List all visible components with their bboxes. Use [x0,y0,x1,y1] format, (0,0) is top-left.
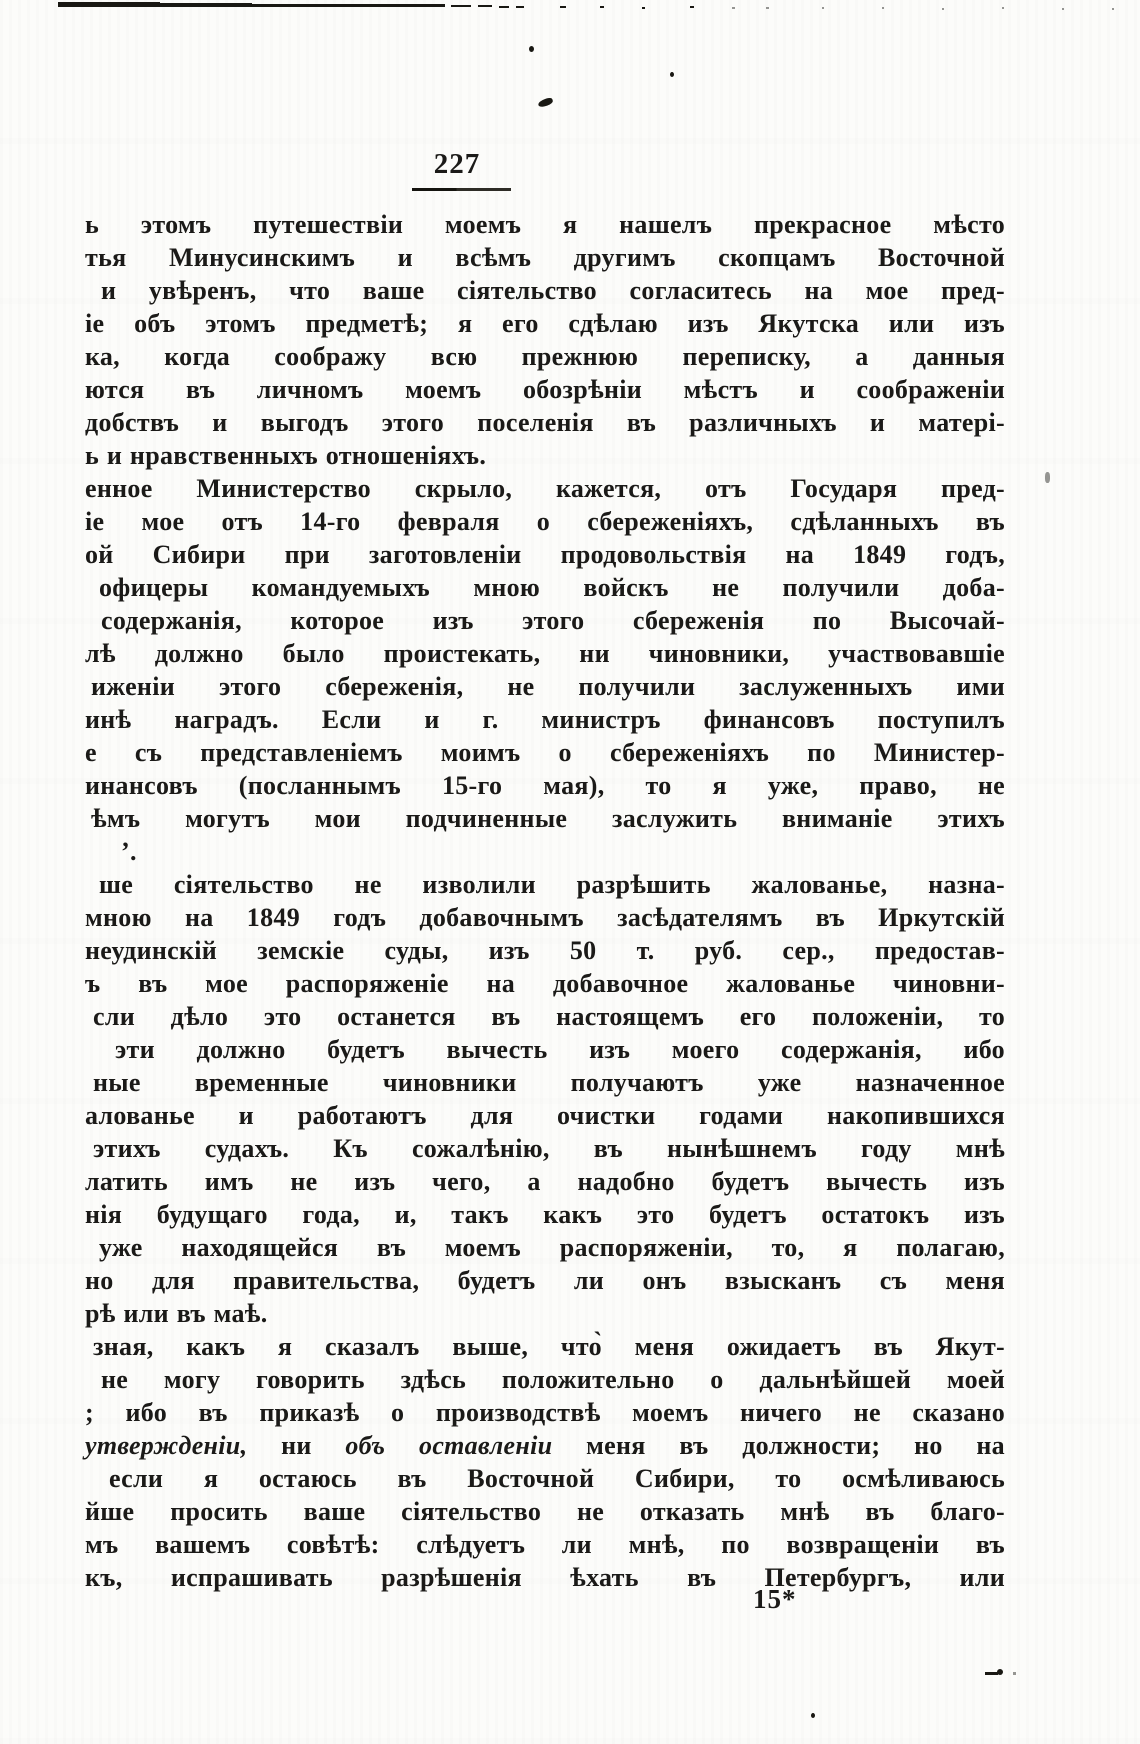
scan-speck [1013,1672,1016,1675]
text-line: ь этомъ путешествіи моемъ я нашелъ прекрасное мѣсто [85,210,1005,239]
text-line: не могу говорить здѣсь положительно о дальнѣйшей моей [101,1365,1005,1394]
text-line: иженіи этого сбереженія, не получили заслуженныхъ ими [91,672,1005,701]
italic-text-segment: объ оставленіи [345,1431,553,1460]
text-column [85,208,1005,1594]
scan-speck [529,46,534,52]
text-line: уже находящейся въ моемъ распоряженіи, то, я полагаю, [99,1233,1005,1262]
text-line: ’. [121,837,137,866]
text-line: тья Минусинскимъ и всѣмъ другимъ скопцамъ Восточной [85,243,1005,272]
scan-speck [1045,472,1050,483]
text-line: ются въ личномъ моемъ обозрѣніи мѣстъ и соображеніи [85,375,1005,404]
text-line: йше просить ваше сіятельство не отказать мнѣ въ благо- [85,1497,1005,1526]
scan-speck [942,8,944,10]
text-line: добствъ и выгодъ этого поселенія въ различныхъ и матері- [85,408,1005,437]
scan-speck [451,5,471,7]
text-line: мною на 1849 годъ добавочнымъ засѣдателямъ въ Иркутскій [85,903,1005,932]
text-line: ; ибо въ приказѣ о производствѣ моемъ ничего не сказано [85,1398,1005,1427]
scan-speck [478,5,492,7]
scan-speck [58,2,160,7]
text-line: нія будущаго года, и, такъ какъ это будетъ остатокъ изъ [85,1200,1005,1229]
text-segment: ни [247,1431,346,1460]
text-line: іе мое отъ 14-го февраля о сбереженіяхъ, сдѣланныхъ въ [85,507,1005,536]
page-number-rule [412,188,511,191]
text-line: ѣмъ могутъ мои подчиненные заслужить вниманіе этихъ [91,804,1005,833]
scan-speck [822,7,824,9]
scan-speck [160,3,252,7]
text-line: ка, когда соображу всю прежнюю переписку, а данныя [85,342,1005,371]
paragraph [85,1330,1005,1594]
text-line: офицеры командуемыхъ мною войскъ не получили доба- [99,573,1005,602]
text-line: этихъ судахъ. Къ сожалѣнію, въ нынѣшнемъ году мнѣ [93,1134,1005,1163]
scan-speck [882,7,884,9]
scan-speck [537,97,553,108]
scan-speck [997,1669,1003,1675]
scan-speck [560,6,566,8]
text-line: ой Сибири при заготовленіи продовольствія на 1849 годъ, [85,540,1005,569]
text-line: латить имъ не изъ чего, а надобно будетъ вычесть изъ [85,1167,1005,1196]
scan-speck [732,7,735,9]
scan-speck [811,1713,815,1718]
text-line: мъ вашемъ совѣтѣ: слѣдуетъ ли мнѣ, по возвращеніи въ [85,1530,1005,1559]
scan-speck [1112,8,1114,10]
text-line: ь и нравственныхъ отношеніяхъ. [85,441,487,470]
signature-mark: 15* [753,1584,797,1614]
scan-speck [1062,8,1064,10]
text-line: ные временные чиновники получаютъ уже назначенное [93,1068,1005,1097]
text-line: если я остаюсь въ Восточной Сибири, то осмѣливаюсь [109,1464,1005,1493]
text-line: эти должно будетъ вычесть изъ моего содержанія, ибо [115,1035,1005,1064]
text-segment: меня въ должности; но на [552,1431,1005,1460]
text-line: ше сіятельство не изволили разрѣшить жалованье, назна- [99,870,1005,899]
paragraph [85,868,1005,1330]
text-line: инѣ наградъ. Если и г. министръ финансовъ поступилъ [85,705,1005,734]
scan-speck [600,6,604,8]
text-line: алованье и работаютъ для очистки годами накопившихся [85,1101,1005,1130]
text-line: содержанія, которое изъ этого сбереженія по Высочай- [101,606,1005,635]
italic-text-segment: утвержденіи, [85,1431,248,1460]
scan-speck [670,72,674,77]
text-line: инансовъ (посланнымъ 15-го мая), то я уже, право, не [85,771,1005,800]
paragraph [85,472,1005,868]
text-line: неудинскій земскіе суды, изъ 50 т. руб. сер., предостав- [85,936,1005,965]
text-line: іе объ этомъ предметѣ; я его сдѣлаю изъ Якутска или изъ [85,309,1005,338]
text-line: ъ въ мое распоряженіе на добавочное жалованье чиновни- [85,969,1005,998]
page-number: 227 [433,148,481,180]
scan-speck [499,6,509,8]
text-line: е съ представленіемъ моимъ о сбереженіяхъ по Министер- [85,738,1005,767]
text-line [85,1429,1005,1462]
scan-speck [690,6,694,8]
scan-speck [516,6,524,8]
text-line: зная, какъ я сказалъ выше, что̀ меня ожидаетъ въ Якут- [93,1332,1005,1361]
scan-speck [1002,7,1004,9]
text-line: но для правительства, будетъ ли онъ взысканъ съ меня [85,1266,1005,1295]
paragraph [85,208,1005,472]
scan-speck [252,4,445,7]
text-line: и увѣренъ, что ваше сіятельство согласитесь на мое пред- [101,276,1005,305]
text-line: къ, испрашивать разрѣшенія ѣхать въ Петербургъ, или [85,1563,1005,1592]
scan-speck [766,7,769,9]
text-line: енное Министерство скрыло, кажется, отъ Государя пред- [85,474,1005,503]
text-line: рѣ или въ маѣ. [85,1299,268,1328]
scan-speck [642,7,645,9]
text-line: лѣ должно было проистекать, ни чиновники, участвовавшіе [85,639,1005,668]
text-line: сли дѣло это останется въ настоящемъ его положеніи, то [93,1002,1005,1031]
